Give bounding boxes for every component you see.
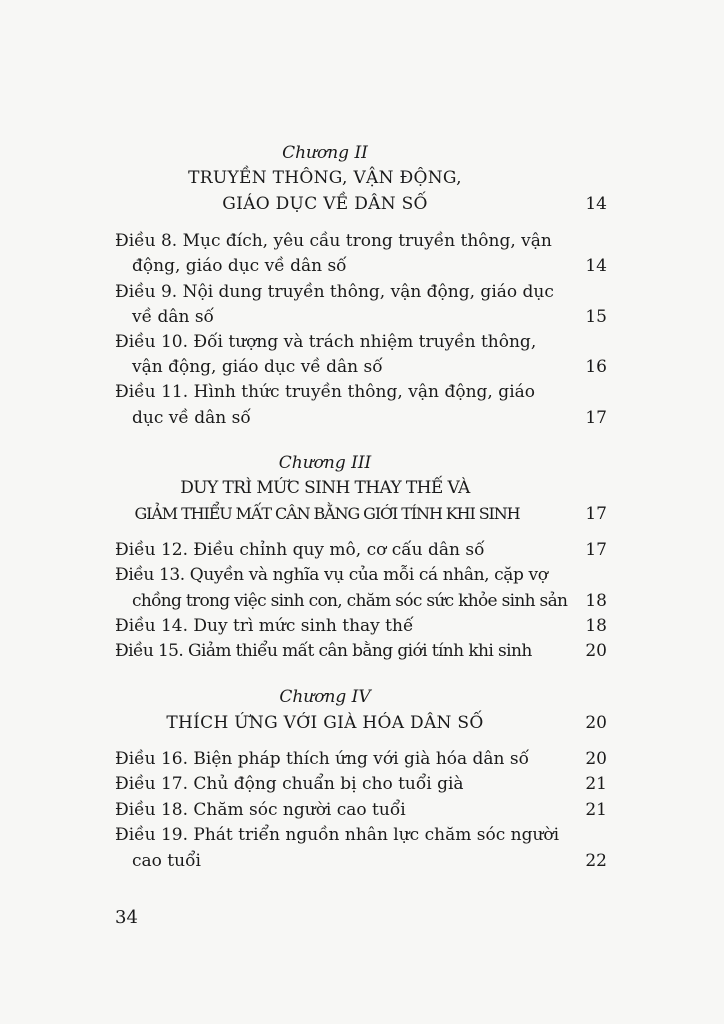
chapter-label: Chương IV (279, 687, 371, 707)
toc-entry-page: 17 (585, 408, 607, 428)
toc-entry-line: vận động, giáo dục về dân số (132, 357, 383, 377)
toc-entry-page: 16 (585, 357, 607, 377)
toc-entry-line: dục về dân số (132, 408, 251, 428)
toc-entry-line: Điều 8. Mục đích, yêu cầu trong truyền thông, vận (115, 231, 552, 251)
toc-entry-line: cao tuổi (132, 851, 201, 871)
toc-entry-line: Điều 9. Nội dung truyền thông, vận động, giáo dục (115, 282, 554, 302)
toc-entry-page: 17 (585, 540, 607, 560)
toc-entry-page: 14 (585, 256, 607, 276)
toc-entry-page: 22 (585, 851, 607, 871)
toc-entry-line: chồng trong việc sinh con, chăm sóc sức khỏe sinh sản (132, 591, 568, 611)
chapter-page-number: 20 (585, 713, 607, 733)
toc-entry-page: 20 (585, 749, 607, 769)
chapter-title-line: THÍCH ỨNG VỚI GIÀ HÓA DÂN SỐ (166, 713, 484, 733)
chapter-page-number: 17 (585, 504, 607, 524)
chapter-label: Chương III (278, 453, 372, 473)
chapter-title-line: GIÁO DỤC VỀ DÂN SỐ (222, 194, 428, 214)
toc-entry-line: Điều 13. Quyền và nghĩa vụ của mỗi cá nhân, cặp vợ (115, 565, 548, 585)
toc-entry-line: động, giáo dục về dân số (132, 256, 347, 276)
chapter-title-line: GIẢM THIỂU MẤT CÂN BẰNG GIỚI TÍNH KHI SINH (134, 504, 520, 523)
toc-entry-page: 20 (585, 641, 607, 661)
toc-entry-line: về dân số (132, 307, 214, 327)
chapter-page-number: 14 (585, 194, 607, 214)
page-number: 34 (115, 907, 138, 928)
toc-entry-line: Điều 19. Phát triển nguồn nhân lực chăm sóc người (115, 825, 560, 845)
toc-entry-line: Điều 11. Hình thức truyền thông, vận động, giáo (115, 382, 535, 402)
toc-entry-page: 18 (585, 616, 607, 636)
toc-entry-line: Điều 18. Chăm sóc người cao tuổi (115, 800, 406, 820)
toc-entry-line: Điều 14. Duy trì mức sinh thay thế (115, 616, 414, 636)
chapter-title-line: TRUYỀN THÔNG, VẬN ĐỘNG, (188, 168, 462, 188)
toc-entry-page: 15 (585, 307, 607, 327)
toc-entry-line: Điều 16. Biện pháp thích ứng với già hóa dân số (115, 749, 530, 769)
toc-entry-page: 21 (585, 774, 607, 794)
toc-entry-line: Điều 15. Giảm thiểu mất cân bằng giới tính khi sinh (115, 641, 532, 661)
toc-entry-page: 21 (585, 800, 607, 820)
toc-entry-line: Điều 17. Chủ động chuẩn bị cho tuổi già (115, 774, 464, 794)
toc-entry-page: 18 (585, 591, 607, 611)
chapter-title-line: DUY TRÌ MỨC SINH THAY THẾ VÀ (180, 478, 470, 498)
toc-entry-line: Điều 10. Đối tượng và trách nhiệm truyền thông, (115, 332, 537, 352)
toc-entry-line: Điều 12. Điều chỉnh quy mô, cơ cấu dân số (115, 540, 485, 560)
chapter-label: Chương II (282, 143, 368, 163)
